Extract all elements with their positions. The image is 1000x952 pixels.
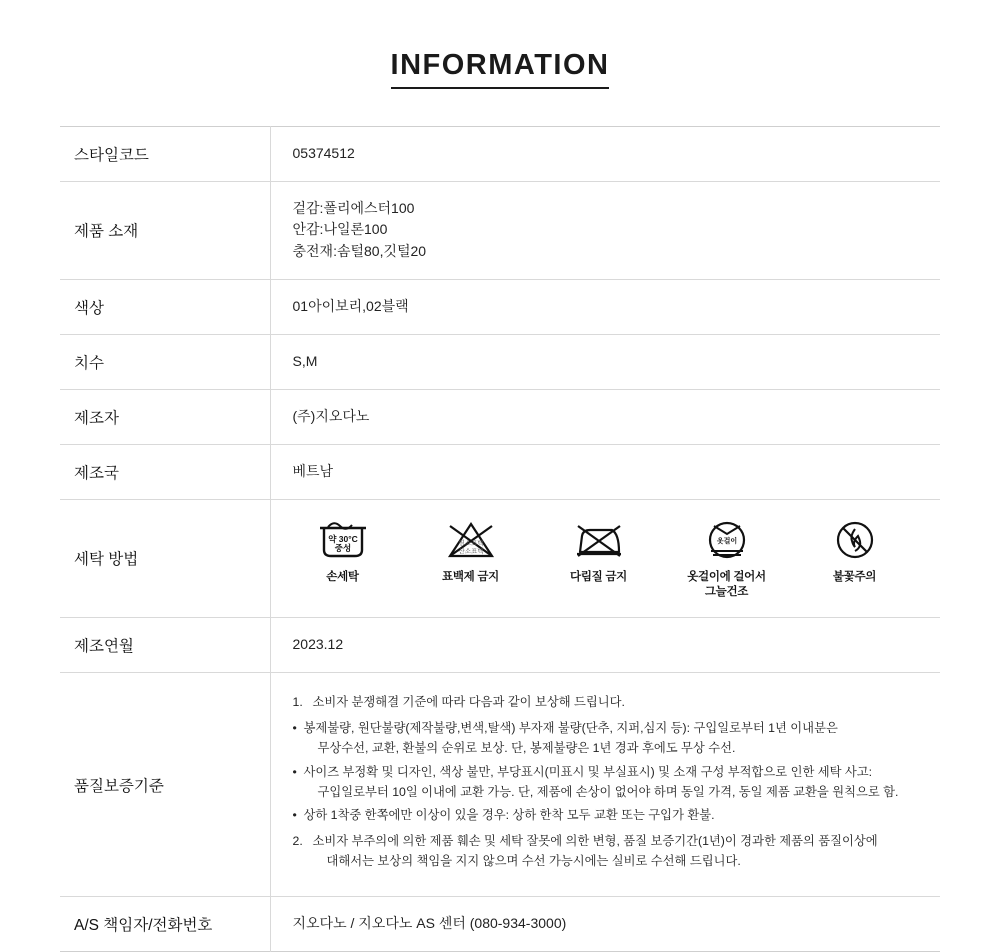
warranty-bullet-line2: 구입일로부터 10일 이내에 교환 가능. 단, 제품에 손상이 없어야 하며 동일 가격, 동일 제품 교환을 원칙으로 함. [317,784,899,799]
row-label-color: 색상 [60,279,270,334]
table-row [60,279,940,334]
warranty-bullet-line1: 사이즈 부정확 및 디자인, 색상 불만, 부당표시(미표시 및 부실표시) 및 소재 구성 부적합으로 인한 세탁 사고: [303,764,873,779]
row-value-as-contact: 지오다노 / 지오다노 AS 센터 (080-934-3000) [292,915,567,932]
bullet-dot: • [292,764,297,779]
row-value-size: S,M [292,353,318,370]
warranty-bullet-item [293,763,931,803]
row-label-warranty: 품질보증기준 [60,672,270,896]
washing-symbol-label: 표백제 금지 [442,570,499,583]
washing-symbol-hang-dry-shade [681,516,773,601]
no-iron-icon [553,516,645,564]
warranty-bullet-line2: 무상수선, 교환, 환불의 순위로 보상. 단, 봉제불량은 1년 경과 후에도 무상 수선. [317,740,736,755]
row-value-style-code: 05374512 [292,144,355,161]
warranty-bullet-item [293,806,931,826]
material-lines [293,198,931,263]
warranty-numbered-item-1 [293,693,931,713]
table-row [60,181,940,279]
washing-symbol-set [293,516,931,601]
page-title: INFORMATION [391,48,610,89]
hand-wash-icon [297,516,389,564]
bullet-dot: • [292,720,297,735]
washing-symbol-no-flame [809,516,901,586]
material-line-3: 충전재:솜털80,깃털20 [292,243,427,260]
row-value-material [270,181,940,279]
warranty-bullet-item [293,719,931,759]
row-value-manufacturer: (주)지오다노 [292,408,370,425]
warranty-list [293,689,931,880]
table-row [60,334,940,389]
washing-symbol-no-bleach [425,516,517,586]
page-title-wrap [0,0,1000,89]
warranty-bullet-line1: 상하 1착중 한쪽에만 이상이 있을 경우: 상하 한착 모두 교환 또는 구입가 환불. [303,808,715,823]
hang-dry-shade-icon [681,516,773,564]
hang-dry-label-line1: 옷걸이에 걸어서 [687,570,766,583]
warranty-item2-line2: 대해서는 보상의 책임을 지지 않으며 수선 가능시에는 실비로 수선해 드립니다. [326,854,741,869]
no-bleach-icon [425,516,517,564]
row-label-material: 제품 소재 [60,181,270,279]
warranty-bullet-line1: 봉제불량, 원단불량(제작불량,변색,탈색) 부자재 불량(단추, 지퍼,심지 등): 구입일로부터 1년 이내분은 [303,720,838,735]
table-row [60,617,940,672]
product-information-table [60,126,940,952]
svg-text:중성: 중성 [334,542,351,553]
no-flame-icon [809,516,901,564]
table-row [60,499,940,617]
svg-text:약 30°C: 약 30°C [327,533,358,544]
material-line-1: 겉감:폴리에스터100 [292,199,415,216]
washing-symbol-label: 불꽃주의 [832,570,877,583]
row-label-manufacturer: 제조자 [60,389,270,444]
row-label-washing-method: 세탁 방법 [60,499,270,617]
washing-symbol-label: 손세탁 [326,570,359,583]
row-value-washing-method [270,499,940,617]
washing-symbol-no-iron [553,516,645,586]
svg-text:염소표백: 염소표백 [457,539,484,547]
table-row [60,444,940,499]
table-row [60,897,940,952]
table-row [60,389,940,444]
hang-dry-label-line2: 그늘건조 [704,586,749,599]
bullet-dot: • [292,808,297,823]
row-value-country-of-origin: 베트남 [292,463,334,480]
row-value-manufacture-date: 2023.12 [292,636,344,653]
row-value-warranty [270,672,940,896]
row-label-size: 치수 [60,334,270,389]
washing-symbol-label [681,570,773,601]
row-label-country-of-origin: 제조국 [60,444,270,499]
warranty-item2-line1: 소비자 부주의에 의한 제품 훼손 및 세탁 잘못에 의한 변형, 품질 보증기간(1년)이 경과한 제품의 품질이상에 [312,834,878,849]
row-value-color: 01아이보리,02블랙 [292,298,409,315]
table-row [60,672,940,896]
row-label-manufacture-date: 제조연월 [60,617,270,672]
warranty-numbered-item-2 [293,832,931,872]
warranty-item-number: 2. [292,834,303,849]
warranty-item-text: 소비자 분쟁해결 기준에 따라 다음과 같이 보상해 드립니다. [312,694,625,709]
table-row [60,126,940,181]
material-line-2: 안감:나일론100 [292,221,388,238]
warranty-item-number: 1. [292,694,303,709]
row-label-style-code: 스타일코드 [60,126,270,181]
washing-symbol-hand-wash [297,516,389,586]
svg-text:옷걸이: 옷걸이 [716,537,737,545]
svg-text:산소표백: 산소표백 [457,547,484,555]
row-label-as-contact: A/S 책임자/전화번호 [60,897,270,952]
washing-symbol-label: 다림질 금지 [570,570,627,583]
